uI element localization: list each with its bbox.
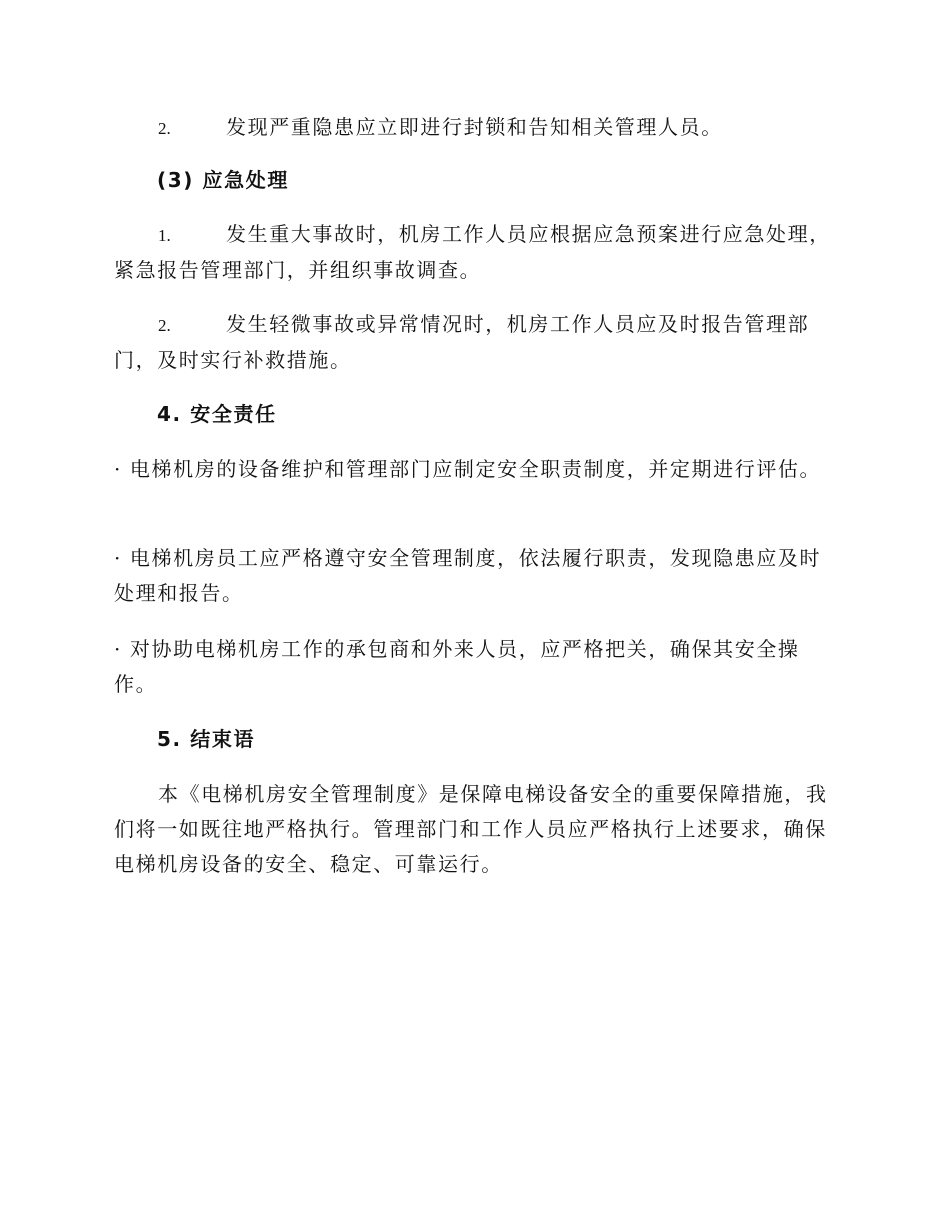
bullet-item-responsibility-3: · 对协助电梯机房工作的承包商和外来人员，应严格把关，确保其安全操作。 — [114, 637, 800, 696]
list-number: 2. — [158, 316, 171, 335]
list-item-emergency-1 — [114, 217, 834, 288]
bullet-item-responsibility-2: · 电梯机房员工应严格遵守安全管理制度，依法履行职责，发现隐患应及时处理和报告。 — [114, 546, 822, 605]
section-heading-responsibility: 4. 安全责任 — [157, 402, 277, 426]
section-heading-emergency: (3) 应急处理 — [157, 168, 289, 192]
list-item-emergency-2 — [114, 307, 834, 378]
list-item-serious-hazard-2 — [114, 110, 834, 146]
conclusion-paragraph: 本《电梯机房安全管理制度》是保障电梯设备安全的重要保障措施，我们将一如既往地严格执行。管理部门和工作人员应严格执行上述要求，确保电梯机房设备的安全、稳定、可靠运行。 — [114, 782, 828, 876]
section-heading-conclusion: 5. 结束语 — [157, 727, 256, 751]
list-item-text: 发生重大事故时，机房工作人员应根据应急预案进行应急处理，紧急报告管理部门，并组织事故调查。 — [114, 222, 831, 282]
list-item-text: 发现严重隐患应立即进行封锁和告知相关管理人员。 — [226, 115, 723, 139]
list-item-text: 发生轻微事故或异常情况时，机房工作人员应及时报告管理部门，及时实行补救措施。 — [114, 312, 810, 372]
list-number: 2. — [158, 119, 171, 138]
list-number: 1. — [158, 226, 171, 245]
bullet-item-responsibility-1: · 电梯机房的设备维护和管理部门应制定安全职责制度，并定期进行评估。 — [114, 457, 822, 481]
